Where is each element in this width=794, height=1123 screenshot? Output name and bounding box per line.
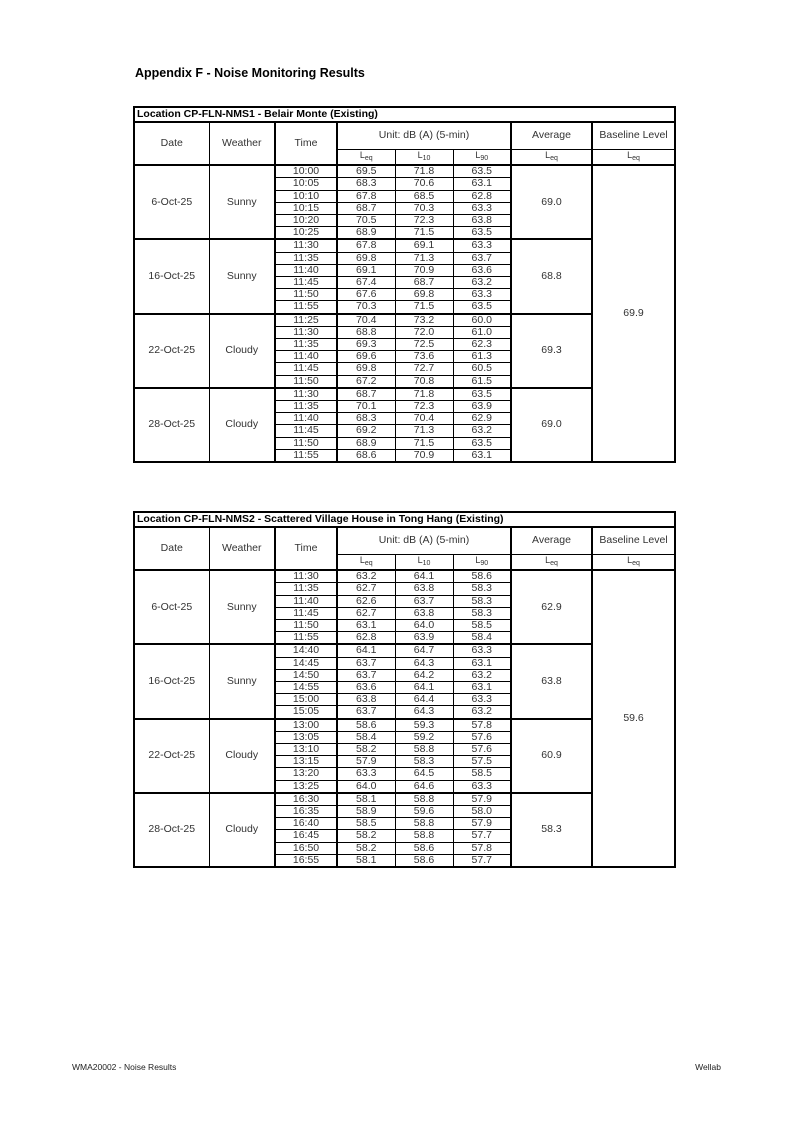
leq-cell: 68.7	[337, 202, 395, 214]
subheader-leq	[337, 555, 395, 571]
leq-cell: 68.9	[337, 227, 395, 240]
average-leq-label-subscript: eq	[550, 560, 558, 567]
leq-cell: 58.2	[337, 830, 395, 842]
date-cell: 22-Oct-25	[134, 314, 209, 388]
date-cell: 6-Oct-25	[134, 570, 209, 644]
l10-label-base: L	[417, 150, 423, 160]
location-row	[134, 512, 675, 527]
weather-cell: Sunny	[209, 644, 275, 718]
date-cell: 28-Oct-25	[134, 793, 209, 867]
date-cell: 16-Oct-25	[134, 239, 209, 313]
l10-cell: 71.8	[395, 165, 453, 178]
leq-cell: 69.1	[337, 264, 395, 276]
l10-cell: 59.3	[395, 719, 453, 732]
time-cell: 11:40	[275, 351, 337, 363]
l10-cell: 64.2	[395, 669, 453, 681]
leq-cell: 67.2	[337, 375, 395, 388]
time-cell: 11:30	[275, 239, 337, 252]
leq-cell: 63.8	[337, 694, 395, 706]
header-unit: Unit: dB (A) (5-min)	[337, 527, 511, 555]
leq-cell: 67.8	[337, 190, 395, 202]
leq-cell: 58.5	[337, 818, 395, 830]
l90-cell: 58.3	[453, 595, 511, 607]
time-cell: 13:20	[275, 768, 337, 780]
l10-cell: 71.3	[395, 425, 453, 437]
l90-cell: 61.3	[453, 351, 511, 363]
date-cell: 22-Oct-25	[134, 719, 209, 793]
l90-cell: 63.5	[453, 388, 511, 401]
time-cell: 13:25	[275, 780, 337, 793]
weather-cell: Sunny	[209, 165, 275, 239]
time-cell: 10:15	[275, 202, 337, 214]
date-cell: 6-Oct-25	[134, 165, 209, 239]
baseline-leq-label-subscript: eq	[632, 560, 640, 567]
time-cell: 11:35	[275, 583, 337, 595]
l10-cell: 71.5	[395, 437, 453, 449]
l90-label-base: L	[475, 150, 481, 160]
baseline-leq-label-subscript: eq	[632, 155, 640, 162]
subheader-l90	[453, 555, 511, 571]
l10-cell: 58.8	[395, 744, 453, 756]
l90-cell: 63.1	[453, 449, 511, 462]
time-cell: 11:50	[275, 620, 337, 632]
l90-cell: 57.9	[453, 793, 511, 806]
header-unit: Unit: dB (A) (5-min)	[337, 122, 511, 150]
l10-cell: 58.6	[395, 854, 453, 867]
subheader-leq	[337, 150, 395, 166]
leq-cell: 68.3	[337, 413, 395, 425]
leq-cell: 58.2	[337, 744, 395, 756]
l90-cell: 63.3	[453, 694, 511, 706]
leq-cell: 67.4	[337, 277, 395, 289]
leq-cell: 62.6	[337, 595, 395, 607]
baseline-leq-label-base: L	[627, 150, 633, 160]
l90-cell: 58.0	[453, 806, 511, 818]
l10-cell: 70.4	[395, 413, 453, 425]
header-row	[134, 122, 675, 150]
leq-label-base: L	[359, 150, 365, 160]
time-cell: 14:40	[275, 644, 337, 657]
leq-cell: 67.6	[337, 289, 395, 301]
leq-cell: 70.3	[337, 301, 395, 314]
weather-cell: Sunny	[209, 570, 275, 644]
time-cell: 14:50	[275, 669, 337, 681]
l90-label-base: L	[475, 555, 481, 565]
l90-cell: 57.6	[453, 744, 511, 756]
weather-cell: Sunny	[209, 239, 275, 313]
average-cell: 69.0	[511, 388, 592, 462]
leq-cell: 58.4	[337, 731, 395, 743]
time-cell: 15:05	[275, 706, 337, 719]
leq-cell: 63.2	[337, 570, 395, 583]
leq-cell: 58.9	[337, 806, 395, 818]
location-title: Location CP-FLN-NMS1 - Belair Monte (Existing)	[134, 107, 675, 122]
time-cell: 15:00	[275, 694, 337, 706]
time-cell: 13:05	[275, 731, 337, 743]
time-cell: 11:50	[275, 375, 337, 388]
l10-cell: 64.7	[395, 644, 453, 657]
l90-label-subscript: 90	[480, 155, 489, 162]
l10-cell: 64.4	[395, 694, 453, 706]
l90-cell: 63.3	[453, 239, 511, 252]
time-cell: 11:30	[275, 570, 337, 583]
average-leq-label-base: L	[545, 555, 551, 565]
l90-cell: 63.2	[453, 669, 511, 681]
leq-cell: 63.6	[337, 682, 395, 694]
l10-cell: 63.7	[395, 595, 453, 607]
l10-cell: 59.6	[395, 806, 453, 818]
average-cell: 62.9	[511, 570, 592, 644]
l10-label-base: L	[417, 555, 423, 565]
leq-cell: 67.8	[337, 239, 395, 252]
time-cell: 14:55	[275, 682, 337, 694]
leq-cell: 69.2	[337, 425, 395, 437]
weather-cell: Cloudy	[209, 388, 275, 462]
time-cell: 11:25	[275, 314, 337, 327]
location-title: Location CP-FLN-NMS2 - Scattered Village House in Tong Hang (Existing)	[134, 512, 675, 527]
time-cell: 10:10	[275, 190, 337, 202]
l90-cell: 63.8	[453, 215, 511, 227]
header-time: Time	[275, 527, 337, 570]
l90-cell: 60.5	[453, 363, 511, 375]
time-cell: 13:10	[275, 744, 337, 756]
leq-cell: 62.7	[337, 607, 395, 619]
leq-cell: 63.7	[337, 657, 395, 669]
leq-label-subscript: eq	[364, 155, 373, 162]
time-cell: 11:50	[275, 289, 337, 301]
l90-cell: 58.6	[453, 570, 511, 583]
weather-cell: Cloudy	[209, 793, 275, 867]
time-cell: 16:55	[275, 854, 337, 867]
leq-cell: 64.1	[337, 644, 395, 657]
footer-company: Wellab	[695, 1062, 721, 1072]
leq-cell: 57.9	[337, 756, 395, 768]
l10-cell: 63.9	[395, 632, 453, 645]
leq-cell: 70.4	[337, 314, 395, 327]
header-date: Date	[134, 527, 209, 570]
l90-cell: 58.3	[453, 583, 511, 595]
average-cell: 68.8	[511, 239, 592, 313]
leq-cell: 58.1	[337, 793, 395, 806]
leq-cell: 69.5	[337, 165, 395, 178]
l90-cell: 63.9	[453, 401, 511, 413]
l10-cell: 73.2	[395, 314, 453, 327]
leq-cell: 63.7	[337, 706, 395, 719]
header-weather: Weather	[209, 527, 275, 570]
time-cell: 10:25	[275, 227, 337, 240]
l10-cell: 64.5	[395, 768, 453, 780]
average-cell: 60.9	[511, 719, 592, 793]
subheader-baseline-leq	[592, 150, 675, 166]
l10-cell: 70.8	[395, 375, 453, 388]
header-average: Average	[511, 527, 592, 555]
time-cell: 16:35	[275, 806, 337, 818]
time-cell: 11:45	[275, 607, 337, 619]
leq-cell: 68.7	[337, 388, 395, 401]
l10-cell: 71.5	[395, 301, 453, 314]
time-cell: 11:30	[275, 388, 337, 401]
time-cell: 11:40	[275, 595, 337, 607]
l10-cell: 69.1	[395, 239, 453, 252]
l10-cell: 70.6	[395, 178, 453, 190]
l10-cell: 71.8	[395, 388, 453, 401]
l90-cell: 58.4	[453, 632, 511, 645]
leq-cell: 70.5	[337, 215, 395, 227]
l90-cell: 63.6	[453, 264, 511, 276]
average-cell: 69.0	[511, 165, 592, 239]
time-cell: 13:00	[275, 719, 337, 732]
l90-label-subscript: 90	[480, 560, 489, 567]
l10-cell: 63.8	[395, 583, 453, 595]
leq-cell: 68.6	[337, 449, 395, 462]
l10-cell: 69.8	[395, 289, 453, 301]
page-title: Appendix F - Noise Monitoring Results	[135, 66, 365, 80]
l10-cell: 73.6	[395, 351, 453, 363]
location-row	[134, 107, 675, 122]
leq-cell: 69.8	[337, 363, 395, 375]
l10-cell: 64.1	[395, 682, 453, 694]
l90-cell: 57.5	[453, 756, 511, 768]
average-leq-label-subscript: eq	[550, 155, 558, 162]
time-cell: 11:35	[275, 401, 337, 413]
leq-cell: 62.7	[337, 583, 395, 595]
header-baseline: Baseline Level	[592, 122, 675, 150]
l10-cell: 70.3	[395, 202, 453, 214]
l10-cell: 58.8	[395, 818, 453, 830]
time-cell: 10:05	[275, 178, 337, 190]
subheader-average-leq	[511, 150, 592, 166]
time-cell: 11:30	[275, 326, 337, 338]
leq-cell: 69.8	[337, 252, 395, 264]
l10-cell: 58.3	[395, 756, 453, 768]
leq-cell: 58.1	[337, 854, 395, 867]
l10-cell: 58.8	[395, 793, 453, 806]
baseline-level-cell: 59.6	[592, 570, 675, 867]
l10-cell: 63.8	[395, 607, 453, 619]
weather-cell: Cloudy	[209, 314, 275, 388]
l10-cell: 64.6	[395, 780, 453, 793]
l90-cell: 63.2	[453, 277, 511, 289]
subheader-l90	[453, 150, 511, 166]
time-cell: 11:45	[275, 425, 337, 437]
l10-cell: 70.9	[395, 264, 453, 276]
l10-cell: 72.3	[395, 215, 453, 227]
time-cell: 14:45	[275, 657, 337, 669]
time-cell: 16:30	[275, 793, 337, 806]
footer-document-id: WMA20002 - Noise Results	[72, 1062, 177, 1072]
noise-table-nms1	[133, 106, 676, 463]
table-row	[134, 165, 675, 178]
subheader-l10	[395, 555, 453, 571]
l90-cell: 61.5	[453, 375, 511, 388]
header-weather: Weather	[209, 122, 275, 165]
time-cell: 16:45	[275, 830, 337, 842]
table-row	[134, 570, 675, 583]
average-cell: 69.3	[511, 314, 592, 388]
l90-cell: 62.3	[453, 339, 511, 351]
leq-cell: 69.6	[337, 351, 395, 363]
time-cell: 11:50	[275, 437, 337, 449]
leq-cell: 63.1	[337, 620, 395, 632]
l90-cell: 58.5	[453, 620, 511, 632]
l10-cell: 72.5	[395, 339, 453, 351]
l10-cell: 58.8	[395, 830, 453, 842]
time-cell: 11:40	[275, 264, 337, 276]
l90-cell: 57.9	[453, 818, 511, 830]
l10-cell: 68.5	[395, 190, 453, 202]
l90-cell: 57.7	[453, 854, 511, 867]
time-cell: 11:45	[275, 363, 337, 375]
leq-cell: 58.6	[337, 719, 395, 732]
l90-cell: 63.2	[453, 706, 511, 719]
l10-cell: 72.7	[395, 363, 453, 375]
l90-cell: 57.7	[453, 830, 511, 842]
l90-cell: 60.0	[453, 314, 511, 327]
l10-cell: 71.5	[395, 227, 453, 240]
l90-cell: 63.1	[453, 178, 511, 190]
time-cell: 11:40	[275, 413, 337, 425]
l10-label-subscript: 10	[422, 155, 431, 162]
l90-cell: 61.0	[453, 326, 511, 338]
l10-cell: 72.3	[395, 401, 453, 413]
time-cell: 11:35	[275, 252, 337, 264]
l90-cell: 63.5	[453, 437, 511, 449]
l10-cell: 58.6	[395, 842, 453, 854]
leq-cell: 68.3	[337, 178, 395, 190]
l90-cell: 58.3	[453, 607, 511, 619]
time-cell: 10:20	[275, 215, 337, 227]
leq-cell: 58.2	[337, 842, 395, 854]
subheader-l10	[395, 150, 453, 166]
l10-cell: 64.1	[395, 570, 453, 583]
leq-cell: 69.3	[337, 339, 395, 351]
header-date: Date	[134, 122, 209, 165]
l10-cell: 59.2	[395, 731, 453, 743]
time-cell: 11:35	[275, 339, 337, 351]
time-cell: 11:55	[275, 632, 337, 645]
subheader-average-leq	[511, 555, 592, 571]
time-cell: 16:40	[275, 818, 337, 830]
leq-cell: 63.7	[337, 669, 395, 681]
average-leq-label-base: L	[545, 150, 551, 160]
average-cell: 58.3	[511, 793, 592, 867]
l90-cell: 63.1	[453, 657, 511, 669]
l10-cell: 70.9	[395, 449, 453, 462]
l90-cell: 63.5	[453, 227, 511, 240]
l90-cell: 63.5	[453, 165, 511, 178]
l90-cell: 63.3	[453, 780, 511, 793]
l90-cell: 57.8	[453, 719, 511, 732]
l10-label-subscript: 10	[422, 560, 431, 567]
l10-cell: 71.3	[395, 252, 453, 264]
l90-cell: 63.7	[453, 252, 511, 264]
leq-cell: 64.0	[337, 780, 395, 793]
time-cell: 11:45	[275, 277, 337, 289]
time-cell: 11:55	[275, 301, 337, 314]
header-time: Time	[275, 122, 337, 165]
leq-cell: 68.8	[337, 326, 395, 338]
l10-cell: 72.0	[395, 326, 453, 338]
time-cell: 16:50	[275, 842, 337, 854]
baseline-level-cell: 69.9	[592, 165, 675, 462]
l90-cell: 63.1	[453, 682, 511, 694]
l90-cell: 62.9	[453, 413, 511, 425]
l90-cell: 58.5	[453, 768, 511, 780]
leq-cell: 63.3	[337, 768, 395, 780]
l10-cell: 68.7	[395, 277, 453, 289]
time-cell: 11:55	[275, 449, 337, 462]
l90-cell: 63.3	[453, 644, 511, 657]
l10-cell: 64.3	[395, 657, 453, 669]
l90-cell: 63.3	[453, 202, 511, 214]
noise-table-nms2	[133, 511, 676, 868]
l90-cell: 63.5	[453, 301, 511, 314]
leq-label-base: L	[359, 555, 365, 565]
leq-cell: 68.9	[337, 437, 395, 449]
l10-cell: 64.3	[395, 706, 453, 719]
l90-cell: 57.6	[453, 731, 511, 743]
weather-cell: Cloudy	[209, 719, 275, 793]
header-baseline: Baseline Level	[592, 527, 675, 555]
l90-cell: 62.8	[453, 190, 511, 202]
l90-cell: 57.8	[453, 842, 511, 854]
leq-cell: 62.8	[337, 632, 395, 645]
subheader-baseline-leq	[592, 555, 675, 571]
date-cell: 16-Oct-25	[134, 644, 209, 718]
l90-cell: 63.2	[453, 425, 511, 437]
header-average: Average	[511, 122, 592, 150]
leq-cell: 70.1	[337, 401, 395, 413]
time-cell: 13:15	[275, 756, 337, 768]
leq-label-subscript: eq	[364, 560, 373, 567]
baseline-leq-label-base: L	[627, 555, 633, 565]
l10-cell: 64.0	[395, 620, 453, 632]
time-cell: 10:00	[275, 165, 337, 178]
date-cell: 28-Oct-25	[134, 388, 209, 462]
average-cell: 63.8	[511, 644, 592, 718]
header-row	[134, 527, 675, 555]
l90-cell: 63.3	[453, 289, 511, 301]
